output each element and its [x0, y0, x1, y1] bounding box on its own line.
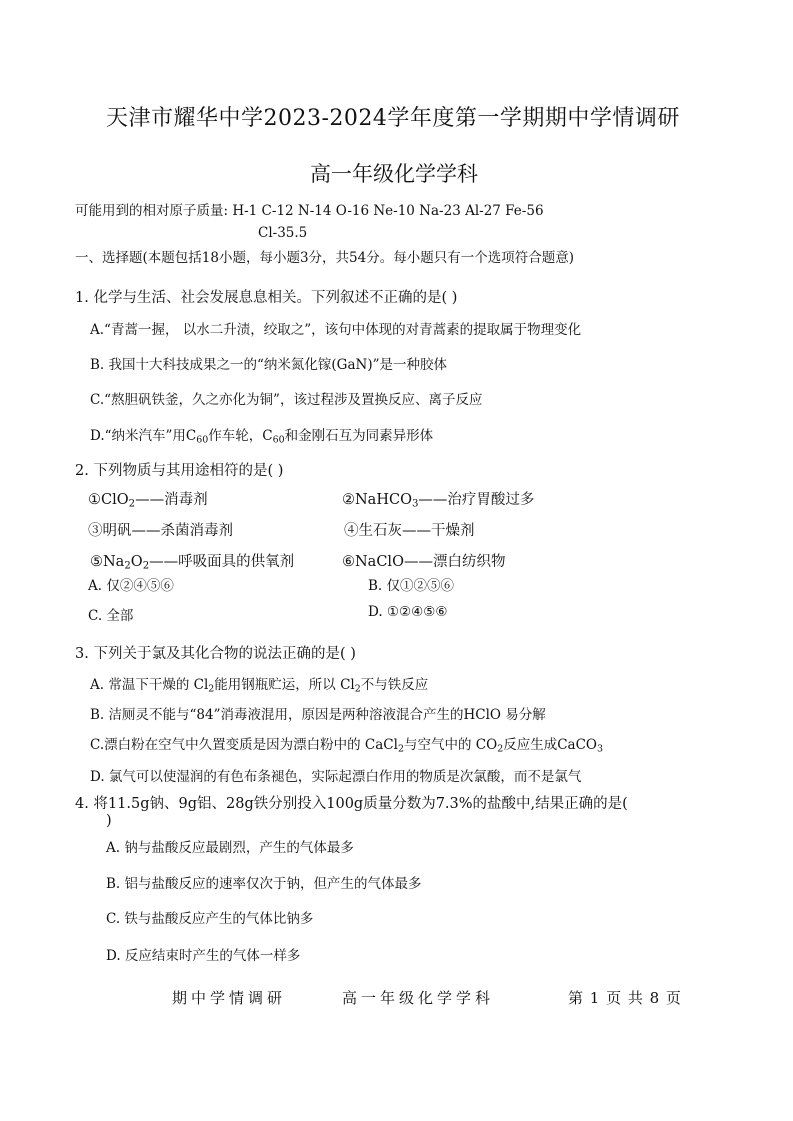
question-2-item-3: ③明矾——杀菌消毒剂 — [88, 523, 233, 539]
question-4-stem-continued: ) — [106, 813, 112, 829]
question-4-stem: 4. 将11.5g钠、9g铝、28g铁分别投入100g质量分数为7.3%的盐酸中,结果正确的是( — [75, 796, 628, 812]
question-1-option-c: C.“熬胆矾铁釜，久之亦化为铜”，该过程涉及置换反应、离子反应 — [90, 392, 483, 408]
question-3-option-d: D. 氯气可以使湿润的有色布条褪色，实际起漂白作用的物质是次氯酸，而不是氯气 — [90, 769, 582, 785]
question-2-option-c: C. 全部 — [88, 608, 134, 624]
footer-exam-name: 期中学情调研 — [172, 989, 287, 1007]
question-4-option-d: D. 反应结束时产生的气体一样多 — [106, 948, 301, 964]
question-3-option-a: A. 常温下干燥的 $Cl_2$能用钢瓶贮运，所以 $Cl_2$不与铁反应 — [90, 677, 429, 695]
footer-grade-subject: 高一年级化学学科 — [342, 989, 495, 1007]
question-1-option-b: B. 我国十大科技成果之一的“纳米氮化镓(GaN)”是一种胶体 — [90, 357, 447, 373]
question-4-option-b: B. 铝与盐酸反应的速率仅次于钠，但产生的气体最多 — [106, 876, 422, 892]
question-3-stem: 3. 下列关于氯及其化合物的说法正确的是( ) — [75, 646, 356, 662]
question-2-item-6: ⑥NaClO——漂白纺织物 — [342, 554, 506, 570]
question-2-option-b: B. 仅①②⑤⑥ — [368, 578, 455, 594]
atomic-masses-line1: 可能用到的相对原子质量: H-1 C-12 N-14 O-16 Ne-10 Na-23 Al-27 Fe-56 — [75, 203, 544, 219]
section-heading: 一、选择题(本题包括18小题，每小题3分，共54分。每小题只有一个选项符合题意) — [75, 250, 574, 266]
question-4-option-c: C. 铁与盐酸反应产生的气体比钠多 — [106, 911, 314, 927]
question-2-item-2: ②NaHCO$_3$——治疗胃酸过多 — [342, 492, 535, 510]
question-2-item-1: ①ClO$_2$——消毒剂 — [88, 492, 208, 510]
question-2-item-5: $⑤Na_2O_2——$呼吸面具的供氧剂 — [90, 554, 295, 572]
question-1-option-d: D.“纳米汽车”用$C_{60}$作车轮，$C_{60}$和金刚石互为同素异形体 — [90, 428, 434, 446]
question-3-option-c: C.漂白粉在空气中久置变质是因为漂白粉中的 CaCl$_2$与空气中的 $CO_2$反应生成CaCO$_3$ — [90, 737, 603, 755]
question-2-option-a: A. 仅②④⑤⑥ — [88, 578, 174, 594]
question-3-option-b: B. 洁厕灵不能与“84”消毒液混用，原因是两种溶液混合产生的HClO 易分解 — [90, 707, 546, 723]
footer-page-number: 第 1 页 共 8 页 — [568, 989, 682, 1007]
question-2-stem: 2. 下列物质与其用途相符的是( ) — [75, 463, 284, 479]
question-1-option-a: A.“青蒿一握， 以水二升渍，绞取之”，该句中体现的对青蒿素的提取属于物理变化 — [90, 322, 582, 338]
question-2-option-d: D. ①②④⑤⑥ — [368, 604, 448, 620]
question-1-stem: 1. 化学与生活、社会发展息息相关。下列叙述不正确的是( ) — [75, 290, 458, 306]
question-4-option-a: A. 钠与盐酸反应最剧烈，产生的气体最多 — [106, 840, 354, 856]
page-subtitle: 高一年级化学学科 — [310, 162, 478, 186]
question-2-item-4: ④生石灰——干燥剂 — [344, 523, 475, 539]
atomic-masses-line2: Cl-35.5 — [258, 225, 308, 241]
page-title: 天津市耀华中学2023-2024学年度第一学期期中学情调研 — [106, 106, 680, 131]
